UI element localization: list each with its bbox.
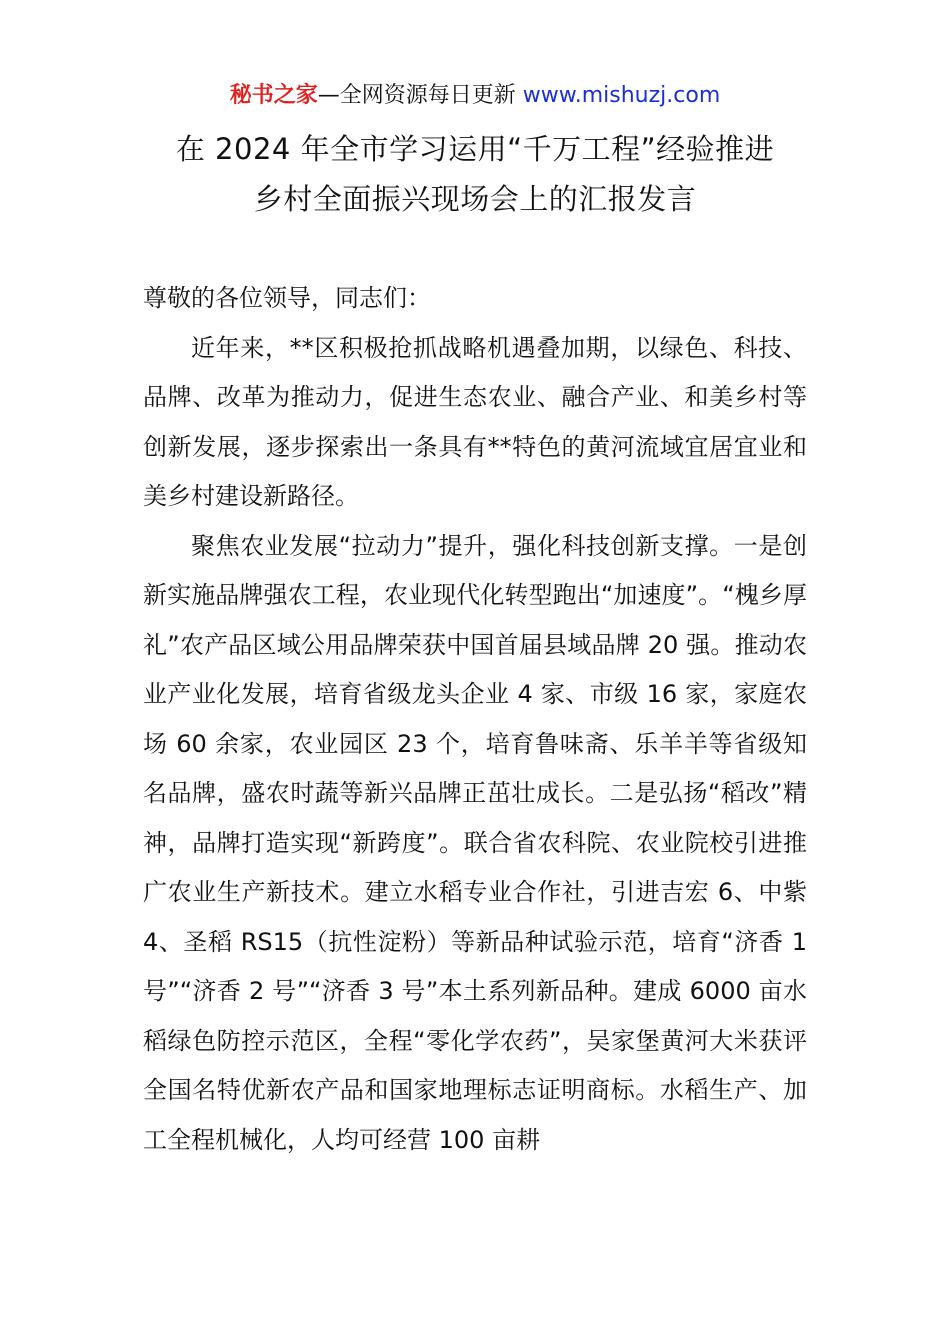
paragraph-1: 近年来，**区积极抢抓战略机遇叠加期，以绿色、科技、品牌、改革为推动力，促进生态农业、融合产业、和美乡村等创新发展，逐步探索出一条具有**特色的黄河流域宜居宜业和美乡村建设新路径。 — [143, 333, 807, 510]
title-line-2: 乡村全面振兴现场会上的汇报发言 — [253, 182, 697, 216]
document-title — [0, 124, 950, 224]
paragraph-2: 聚焦农业发展“拉动力”提升，强化科技创新支撑。一是创新实施品牌强农工程，农业现代化转型跑出“加速度”。“槐乡厚礼”农产品区域公用品牌荣获中国首届县域品牌 20 强。推动农业产业化发展，培育省级龙头企业 4 家、市级 16 家，家庭农场 60 余家，农业园区 23 个，培育鲁味斋、乐羊羊等省级知名品牌，盛农时蔬等新兴品牌正茁壮成长。二是弘扬“稻改”精神，品牌打造实现“新跨度”。联合省农科院、农业院校引进推广农业生产新技术。建立水稻专业合作社，引进吉宏 6、中紫 4、圣稻 RS15（抗性淀粉）等新品种试验示范，培育“济香 1 号”“济香 2 号”“济香 3 号”本土系列新品种。建成 6000 亩水稻绿色防控示范区，全程“零化学农药”，吴家堡黄河大米获评全国名特优新农产品和国家地理标志证明商标。水稻生产、加工全程机械化，人均可经营 100 亩耕 — [143, 531, 807, 1154]
site-tagline: —全网资源每日更新 — [317, 83, 523, 108]
salutation: 尊敬的各位领导，同志们： — [143, 284, 431, 312]
document-body — [143, 274, 807, 1165]
site-url-link[interactable]: www.mishuzj.com — [522, 83, 721, 108]
title-line-1: 在 2024 年全市学习运用“千万工程”经验推进 — [175, 132, 775, 166]
site-brand: 秘书之家 — [229, 83, 318, 108]
site-header — [0, 80, 950, 112]
